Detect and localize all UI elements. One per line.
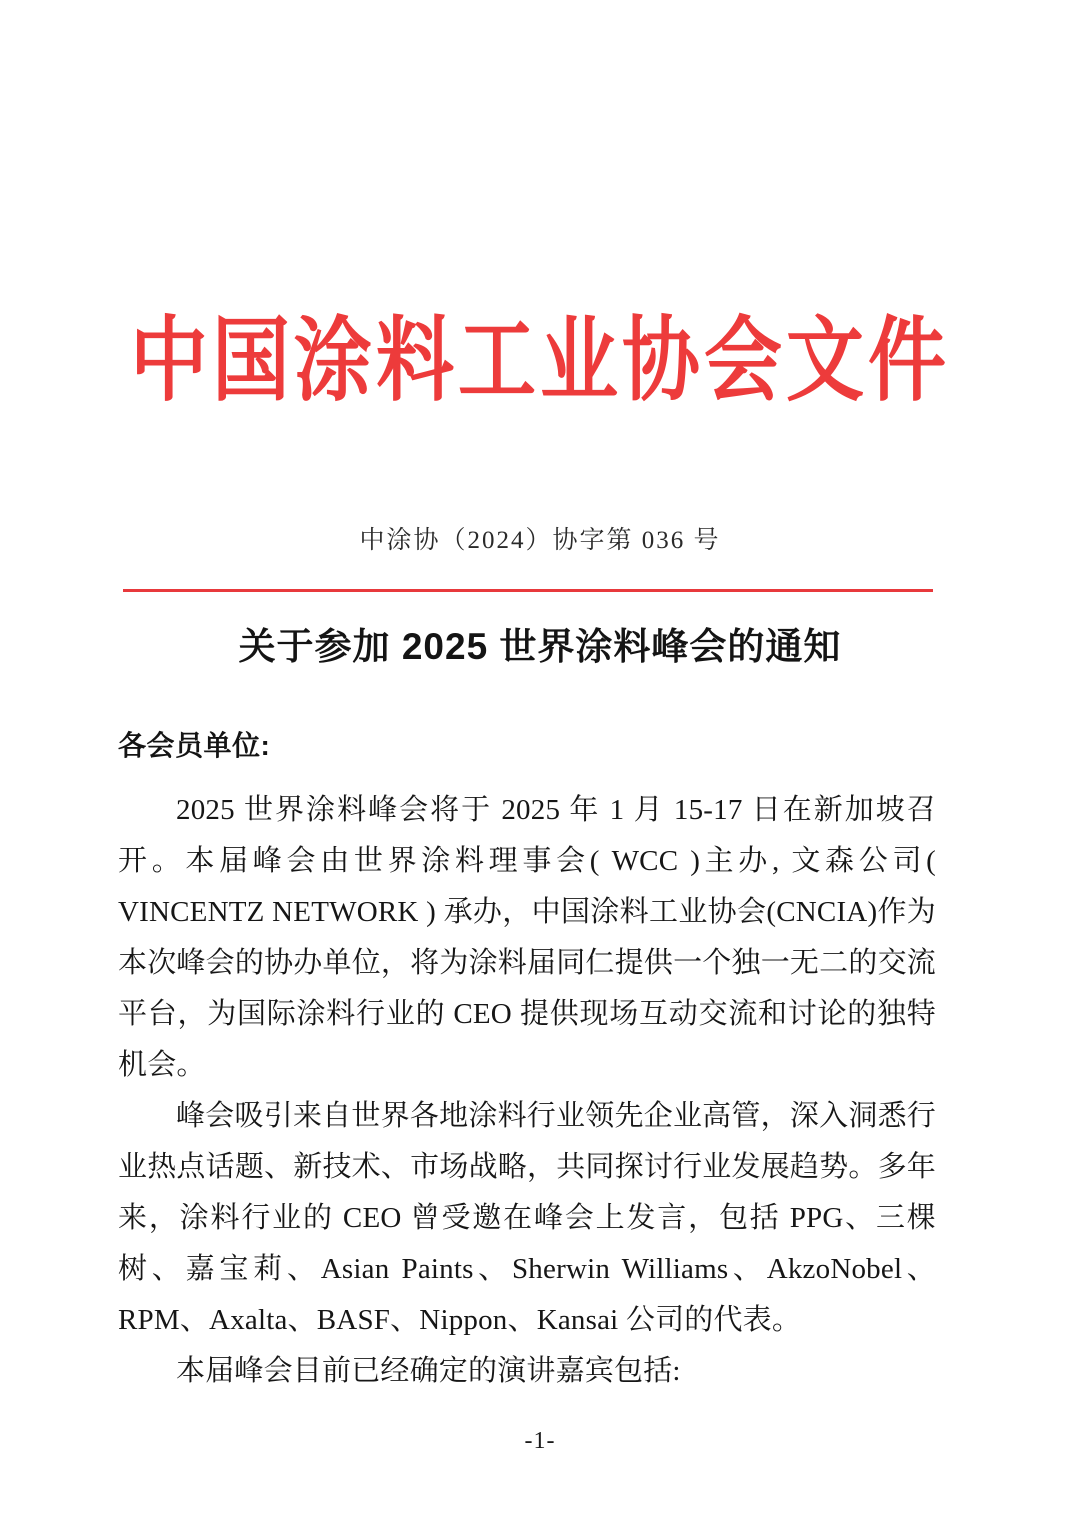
body-paragraph-1-text: 2025 世界涂料峰会将于 2025 年 1 月 15-17 日在新加坡召开。本届峰会由世界涂料理事会( WCC )主办, 文森公司( VINCENTZ NETWORK ) 承办，中国涂料工业协会(CNCIA)作为本次峰会的协办单位，将为涂料届同仁提供一个独一无二的交流平台，为国际涂料行业的 CEO 提供现场互动交流和讨论的独特机会。 (118, 794, 936, 1081)
document-body (118, 728, 936, 1397)
body-paragraph-2 (118, 1091, 936, 1346)
document-title: 关于参加 2025 世界涂料峰会的通知 (238, 626, 842, 667)
body-paragraph-3 (118, 1346, 936, 1397)
body-paragraph-2-text: 峰会吸引来自世界各地涂料行业领先企业高管，深入洞悉行业热点话题、新技术、市场战略，共同探讨行业发展趋势。多年来，涂料行业的 CEO 曾受邀在峰会上发言，包括 PPG、三棵树、嘉宝莉、Asian Paints、Sherwin Williams、AkzoNobel、RPM、Axalta、BASF、Nippon、Kansai 公司的代表。 (118, 1100, 936, 1336)
body-paragraph-1 (118, 785, 936, 1091)
salutation: 各会员单位: (118, 730, 271, 761)
document-serial-number: 中涂协（2024）协字第 036 号 (359, 527, 721, 554)
masthead-banner (0, 300, 1080, 420)
red-divider-rule (123, 589, 933, 592)
page-number: -1- (524, 1428, 556, 1454)
body-paragraph-3-text: 本届峰会目前已经确定的演讲嘉宾包括: (176, 1355, 681, 1387)
organization-masthead-title: 中国涂料工业协会文件 (129, 308, 950, 412)
